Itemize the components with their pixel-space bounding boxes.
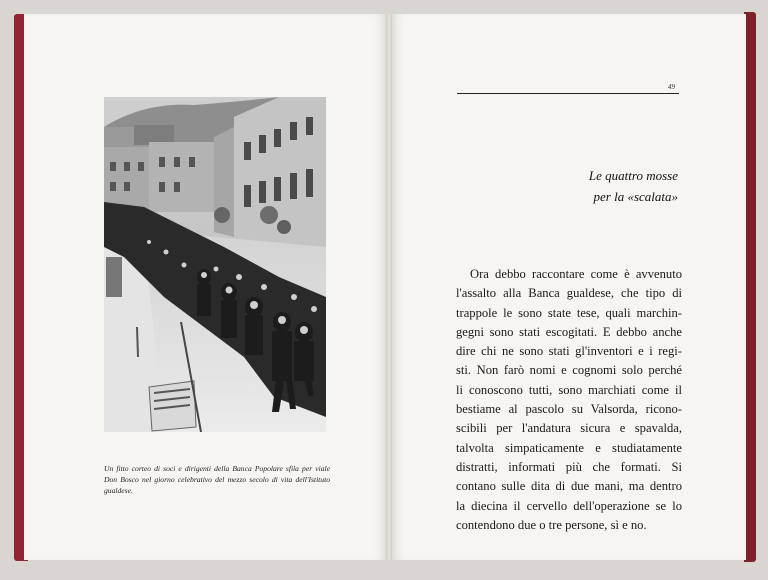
paragraph-line: scibili per l'andatura sicura e spavalda, (456, 421, 682, 436)
chapter-title-line-1: Le quattro mosse (588, 168, 678, 183)
paragraph-line: Ora debbo raccontare come è avvenuto (470, 267, 682, 281)
paragraph-line: bestiame al pascolo su Valsorda, ricono- (456, 402, 682, 417)
body-paragraph (456, 265, 682, 535)
paragraph-line: contano sulle dita di due mani, ma dentro (456, 479, 682, 494)
paragraph-line: la diecina il cervello dell'operazione se lo (456, 498, 682, 513)
paragraph-line: sti. Non farò nomi e cognomi solo perché (456, 363, 682, 378)
paragraph-line: gegni sono stati escogitati. E debbo anche (456, 324, 682, 339)
paragraph-line: distratti, informati più che formati. Si (456, 459, 682, 474)
header-rule (457, 93, 679, 94)
paragraph-line: dire chi ne sono stati gl'inventori e i regi- (456, 344, 682, 359)
paragraph-line: li conoscono tutti, sono marchiati come il (456, 382, 682, 397)
chapter-title (520, 165, 678, 207)
chapter-title-line-2: per la «scalata» (593, 189, 678, 204)
paragraph-line: contendono due o tre persone, sì e no. (456, 517, 647, 532)
paragraph-line: l'assalto alla Banca gualdese, che tipo di (456, 286, 682, 301)
page-number: 49 (668, 83, 675, 91)
paragraph-line: talvolta simpaticamente e studiatamente (456, 440, 682, 455)
paragraph-line: trappole le sono state tese, quali marchin- (456, 305, 682, 320)
procession-photo (104, 97, 326, 432)
procession-photo-drawing (104, 97, 326, 432)
book-gutter (386, 14, 392, 560)
photo-caption: Un fitto corteo di soci e dirigenti della Banca Popolare sfila per viale Don Bosco nel giorno celebrativo del mezzo secolo di vita dell'Istituto gualdese. (104, 464, 330, 495)
